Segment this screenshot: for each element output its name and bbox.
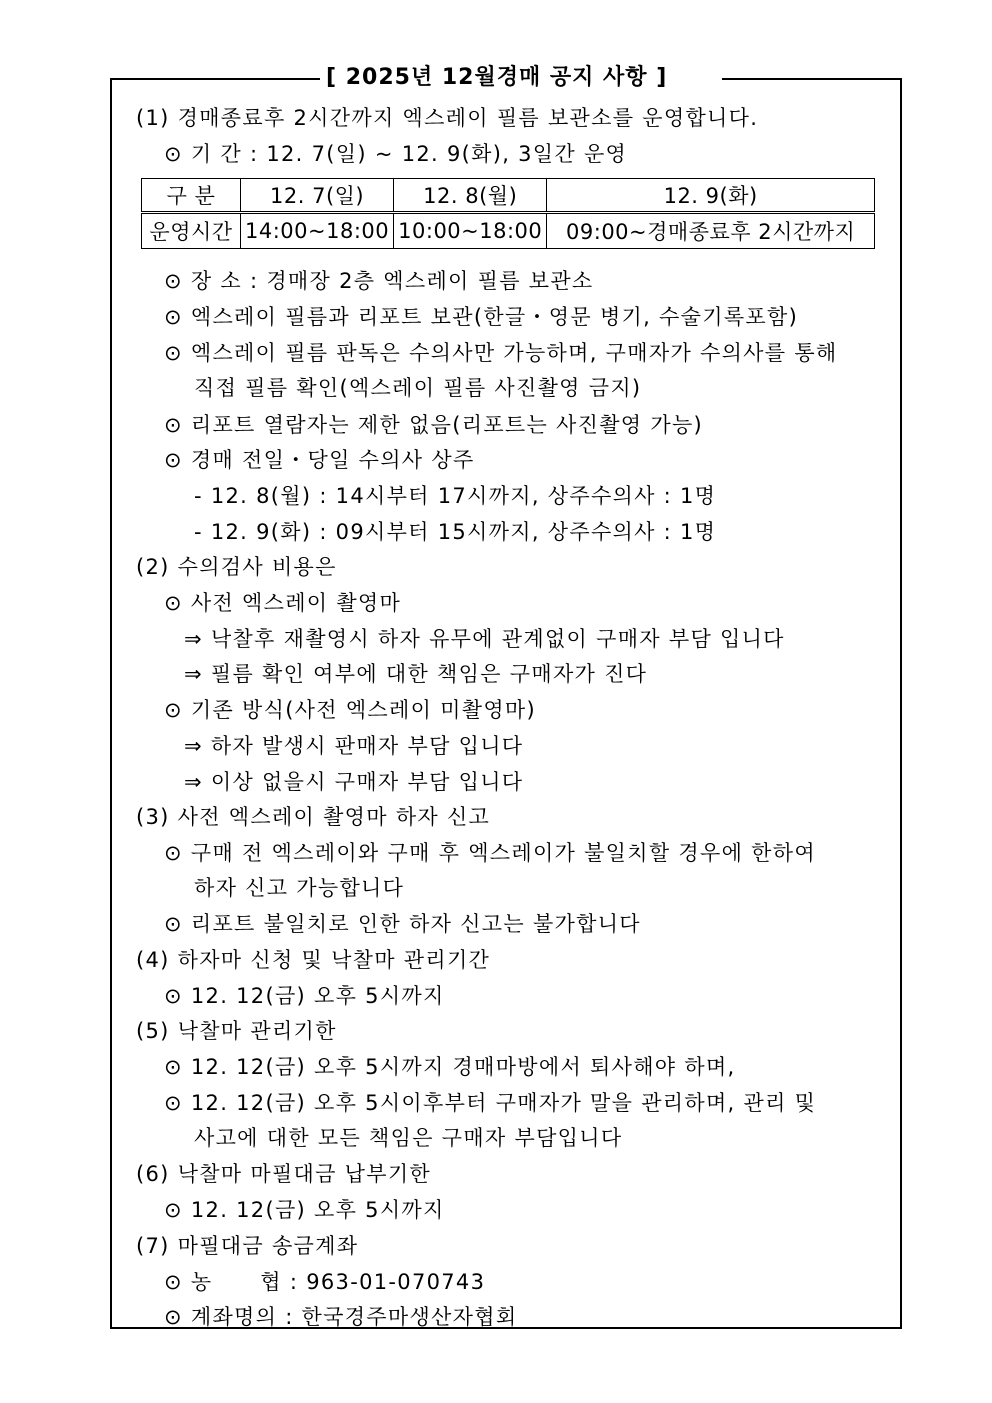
s3-bullet-cont: 하자 신고 가능합니다 — [194, 876, 405, 900]
s2-bullet: ⊙ 기존 방식(사전 엑스레이 미촬영마) — [164, 698, 536, 722]
s1-place: ⊙ 장 소 : 경매장 2층 엑스레이 필름 보관소 — [164, 269, 594, 293]
s4-bullet: ⊙ 12. 12(금) 오후 5시까지 — [164, 984, 445, 1008]
s1-period: ⊙ 기 간 : 12. 7(일) ~ 12. 9(화), 3일간 운영 — [164, 142, 628, 166]
schedule-header-cell: 12. 7(일) — [241, 179, 394, 213]
section-7-heading: (7) 마필대금 송금계좌 — [136, 1234, 359, 1258]
s7-account-holder: ⊙ 계좌명의 : 한국경주마생산자협회 — [164, 1305, 518, 1329]
s5-bullet: ⊙ 12. 12(금) 오후 5시이후부터 구매자가 말을 관리하며, 관리 및 — [164, 1091, 817, 1115]
schedule-cell: 14:00~18:00 — [241, 213, 394, 249]
schedule-header-cell: 12. 8(월) — [394, 179, 547, 213]
s1-bullet: ⊙ 엑스레이 필름 판독은 수의사만 가능하며, 구매자가 수의사를 통해 — [164, 341, 838, 365]
s2-arrow: ⇒ 필름 확인 여부에 대한 책임은 구매자가 진다 — [184, 662, 648, 686]
schedule-hours-row — [142, 213, 875, 249]
s7-bank: ⊙ 농 협 : 963-01-070743 — [164, 1270, 486, 1294]
schedule-cell: 10:00~18:00 — [394, 213, 547, 249]
s2-arrow: ⇒ 하자 발생시 판매자 부담 입니다 — [184, 734, 524, 758]
s5-bullet-cont: 사고에 대한 모든 책임은 구매자 부담입니다 — [194, 1126, 623, 1150]
s2-bullet: ⊙ 사전 엑스레이 촬영마 — [164, 591, 402, 615]
s1-bullet: ⊙ 경매 전일・당일 수의사 상주 — [164, 448, 475, 472]
s2-arrow: ⇒ 낙찰후 재촬영시 하자 유무에 관계없이 구매자 부담 입니다 — [184, 627, 785, 651]
s3-bullet: ⊙ 구매 전 엑스레이와 구매 후 엑스레이가 불일치할 경우에 한하여 — [164, 841, 816, 865]
section-5-heading: (5) 낙찰마 관리기한 — [136, 1019, 337, 1043]
s1-bullet: ⊙ 리포트 열람자는 제한 없음(리포트는 사진촬영 가능) — [164, 413, 704, 437]
notice-title: [ 2025년 12월경매 공지 사항 ] — [326, 65, 668, 90]
s2-arrow: ⇒ 이상 없을시 구매자 부담 입니다 — [184, 770, 524, 794]
section-1-heading: (1) 경매종료후 2시간까지 엑스레이 필름 보관소를 운영합니다. — [136, 106, 759, 130]
schedule-header-row — [142, 179, 875, 213]
schedule-cell: 09:00~경매종료후 2시간까지 — [547, 213, 875, 249]
s1-detail: - 12. 9(화) : 09시부터 15시까지, 상주수의사 : 1명 — [194, 520, 717, 544]
section-6-heading: (6) 낙찰마 마필대금 납부기한 — [136, 1162, 432, 1186]
s1-bullet-cont: 직접 필름 확인(엑스레이 필름 사진촬영 금지) — [194, 376, 642, 400]
schedule-cell: 운영시간 — [142, 213, 241, 249]
schedule-header-cell: 구 분 — [142, 179, 241, 213]
s5-bullet: ⊙ 12. 12(금) 오후 5시까지 경매마방에서 퇴사해야 하며, — [164, 1055, 736, 1079]
s3-bullet: ⊙ 리포트 불일치로 인한 하자 신고는 불가합니다 — [164, 912, 641, 936]
s6-bullet: ⊙ 12. 12(금) 오후 5시까지 — [164, 1198, 445, 1222]
section-4-heading: (4) 하자마 신청 및 낙찰마 관리기간 — [136, 948, 491, 972]
s1-bullet: ⊙ 엑스레이 필름과 리포트 보관(한글・영문 병기, 수술기록포함) — [164, 305, 799, 329]
s1-detail: - 12. 8(월) : 14시부터 17시까지, 상주수의사 : 1명 — [194, 484, 717, 508]
section-2-heading: (2) 수의검사 비용은 — [136, 555, 337, 579]
schedule-header-cell: 12. 9(화) — [547, 179, 875, 213]
schedule-table — [141, 178, 875, 249]
section-3-heading: (3) 사전 엑스레이 촬영마 하자 신고 — [136, 805, 491, 829]
